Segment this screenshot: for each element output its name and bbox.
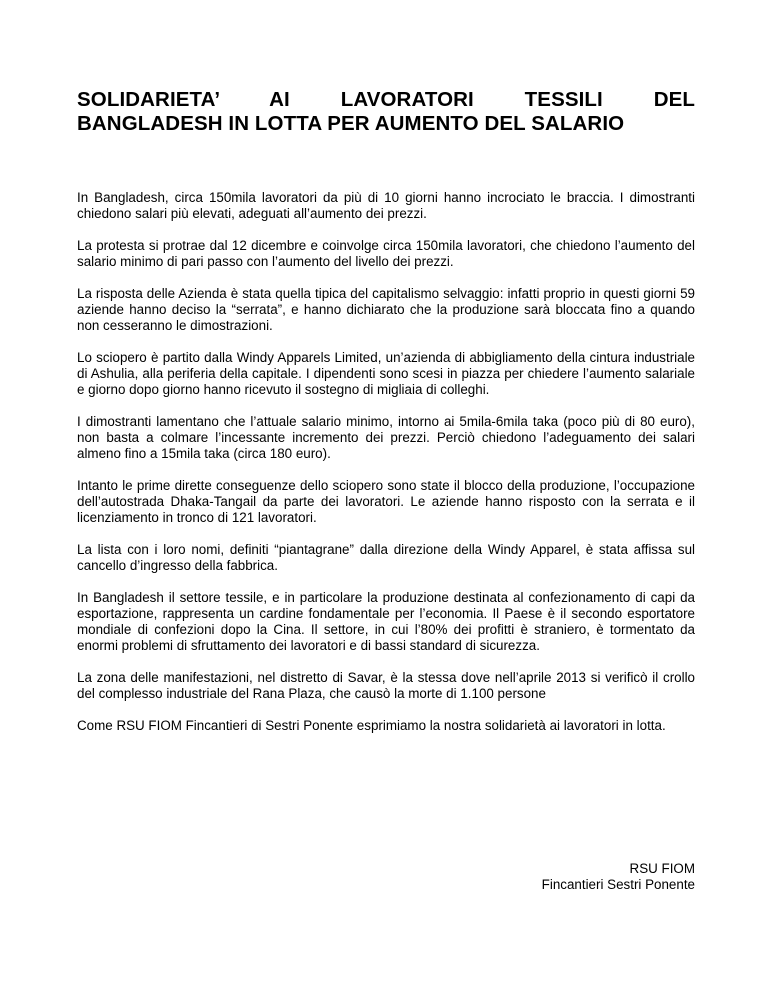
paragraph-1: In Bangladesh, circa 150mila lavoratori da più di 10 giorni hanno incrociato le braccia. I dimostranti chiedono salari più elevati, adeguati all’aumento dei prezzi.	[77, 190, 695, 221]
signature-block	[542, 861, 695, 893]
signature-line-2: Fincantieri Sestri Ponente	[541, 877, 695, 892]
signature-line-1: RSU FIOM	[629, 861, 695, 876]
paragraph-2: La protesta si protrae dal 12 dicembre e coinvolge circa 150mila lavoratori, che chiedono l’aumento del salario minimo di pari passo con l’aumento del livello dei prezzi.	[77, 238, 695, 269]
document-title	[77, 88, 695, 136]
title-line-2: BANGLADESH IN LOTTA PER AUMENTO DEL SALARIO	[77, 112, 625, 135]
document-body	[77, 88, 695, 750]
paragraph-10: Come RSU FIOM Fincantieri di Sestri Ponente esprimiamo la nostra solidarietà ai lavoratori in lotta.	[77, 718, 666, 733]
paragraph-6: Intanto le prime dirette conseguenze dello sciopero sono state il blocco della produzione, l’occupazione dell’autostrada Dhaka-Tangail da parte dei lavoratori. Le aziende hanno risposto con la serrata e il licenziamento in tronco di 121 lavoratori.	[77, 478, 695, 525]
title-line-1: SOLIDARIETA’ AI LAVORATORI TESSILI DEL	[77, 88, 695, 111]
paragraph-9: La zona delle manifestazioni, nel distretto di Savar, è la stessa dove nell’aprile 2013 si verificò il crollo del complesso industriale del Rana Plaza, che causò la morte di 1.100 persone	[77, 670, 695, 701]
paragraph-5: I dimostranti lamentano che l’attuale salario minimo, intorno ai 5mila-6mila taka (poco più di 80 euro), non basta a colmare l’incessante incremento dei prezzi. Perciò chiedono l’adeguamento dei salari almeno fino a 15mila taka (circa 180 euro).	[77, 414, 695, 461]
paragraph-7: La lista con i loro nomi, definiti “piantagrane” dalla direzione della Windy Apparel, è stata affissa sul cancello d’ingresso della fabbrica.	[77, 542, 695, 573]
paragraph-8: In Bangladesh il settore tessile, e in particolare la produzione destinata al confezionamento di capi da esportazione, rappresenta un cardine fondamentale per l’economia. Il Paese è il secondo esportatore mondiale di confezioni dopo la Cina. Il settore, in cui l’80% dei profitti è straniero, è tormentato da enormi problemi di sfruttamento dei lavoratori e di bassi standard di sicurezza.	[77, 590, 695, 653]
paragraph-3: La risposta delle Azienda è stata quella tipica del capitalismo selvaggio: infatti proprio in questi giorni 59 aziende hanno deciso la “serrata”, e hanno dichiarato che la produzione sarà bloccata fino a quando non cesseranno le dimostrazioni.	[77, 286, 695, 333]
paragraph-4: Lo sciopero è partito dalla Windy Apparels Limited, un’azienda di abbigliamento della cintura industriale di Ashulia, alla periferia della capitale. I dipendenti sono scesi in piazza per chiedere l’aumento salariale e giorno dopo giorno hanno ricevuto il sostegno di migliaia di colleghi.	[77, 350, 695, 397]
